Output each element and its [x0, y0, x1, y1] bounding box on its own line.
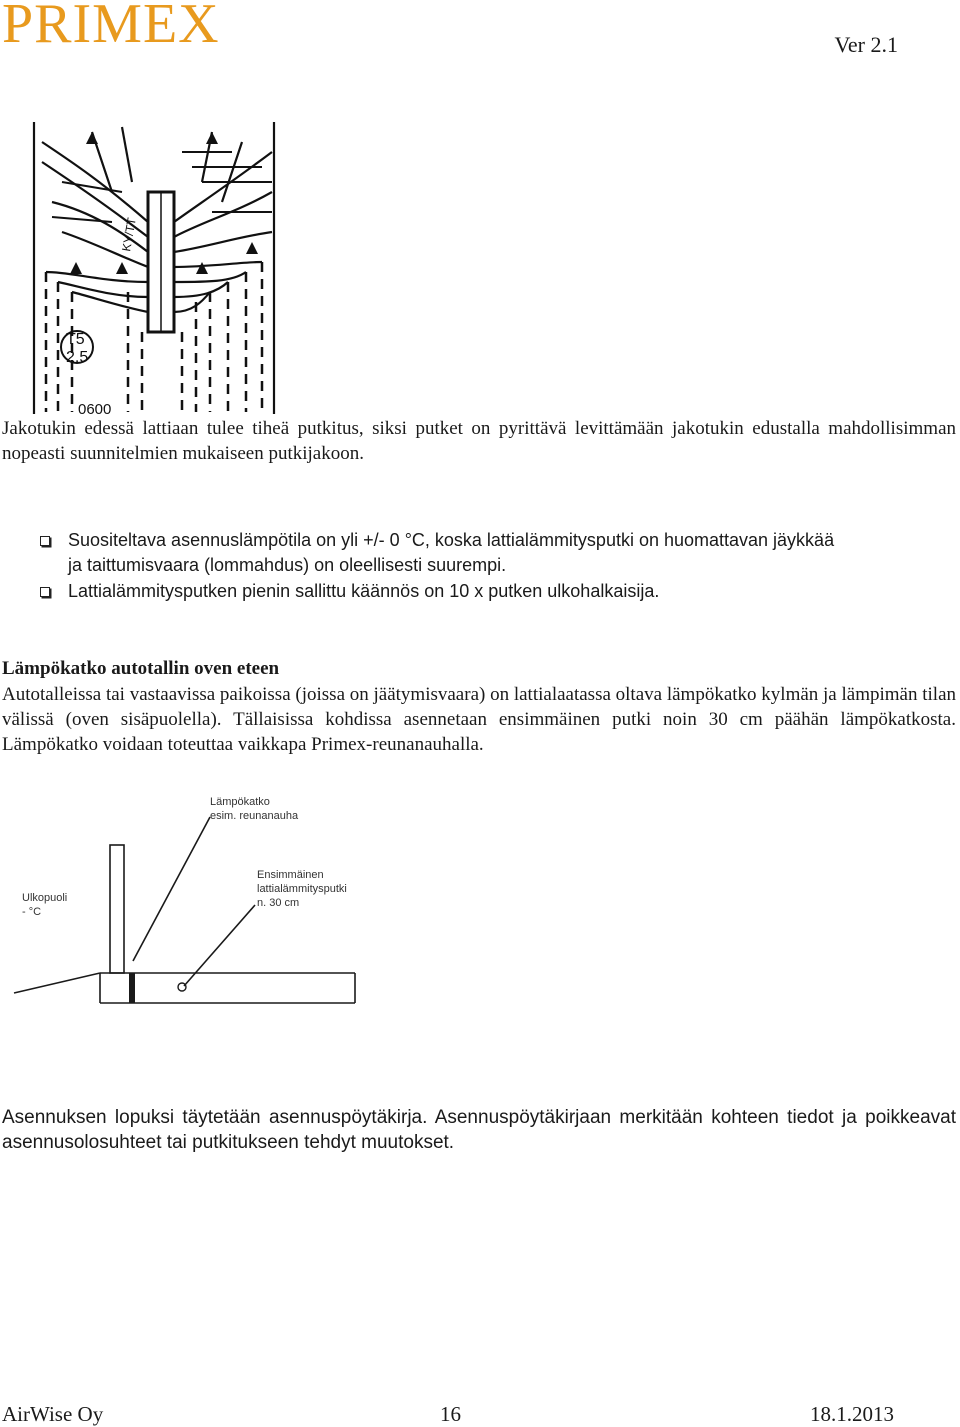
bullet-1-line-1: Suositeltava asennuslämpötila on yli +/- 0 °C, koska lattialämmitysputki on huomattavan jäykkää: [68, 530, 835, 550]
footer-company: AirWise Oy: [2, 1402, 104, 1426]
label-outside-2: - °C: [22, 906, 42, 918]
thermal-break-diagram: [0, 785, 380, 1010]
label-pipe-3: n. 30 cm: [257, 897, 300, 909]
label-outside-1: Ulkopuoli: [22, 892, 68, 904]
bullet-1-line-2: ja taittumisvaara (lommahdus) on oleellisesti suurempi.: [68, 555, 507, 575]
manifold-piping-drawing: [32, 122, 276, 414]
label-break-2: esim. reunanauha: [210, 810, 299, 822]
footer-page-number: 16: [440, 1402, 461, 1426]
diagram-label-25: 2.5: [66, 349, 89, 366]
label-pipe-1: Ensimmäinen: [257, 869, 324, 881]
diagram-label-t5: T5: [66, 331, 85, 348]
checkbox-bullet-icon: [40, 536, 50, 546]
section-body: Autotalleissa tai vastaavissa paikoissa (joissa on jäätymisvaara) on lattialaatassa oltava lämpökatko kylmän ja lämpimän tilan välissä (oven sisäpuolella). Tällaisissa kohdissa asennetaan ensimmäinen putki noin 30 cm päähän lämpökatkosta. Lämpökatko voidaan toteuttaa vaikkapa Primex-reunanauhalla.: [2, 684, 956, 755]
version-label: Ver 2.1: [834, 32, 898, 57]
pipe-marker: [178, 983, 186, 991]
footer-date: 18.1.2013: [810, 1402, 894, 1426]
bullet-2-line-1: Lattialämmitysputken pienin sallittu käännös on 10 x putken ulkohalkaisija.: [68, 581, 660, 601]
label-break-1: Lämpökatko: [210, 796, 270, 808]
diagram-label-0600: 0600: [78, 401, 112, 414]
brand-logo: PRIMEX: [2, 0, 220, 55]
diagram-label-kytt: KY/TT: [119, 216, 139, 253]
label-pipe-2: lattialämmitysputki: [257, 883, 347, 895]
closing-paragraph: Asennuksen lopuksi täytetään asennuspöytäkirja. Asennuspöytäkirjaan merkitään kohteen tiedot ja poikkeavat asennusolosuhteet tai putkitukseen tehdyt muutokset.: [2, 1107, 956, 1153]
checkbox-bullet-icon: [40, 587, 50, 597]
thermal-break-strip: [129, 973, 135, 1003]
intro-paragraph: Jakotukin edessä lattiaan tulee tiheä putkitus, siksi putket on pyrittävä levittämään jakotukin edustalla mahdollisimman nopeasti suunnitelmien mukaiseen putkijakoon.: [2, 418, 956, 464]
section-heading: Lämpökatko autotallin oven eteen: [2, 658, 280, 679]
